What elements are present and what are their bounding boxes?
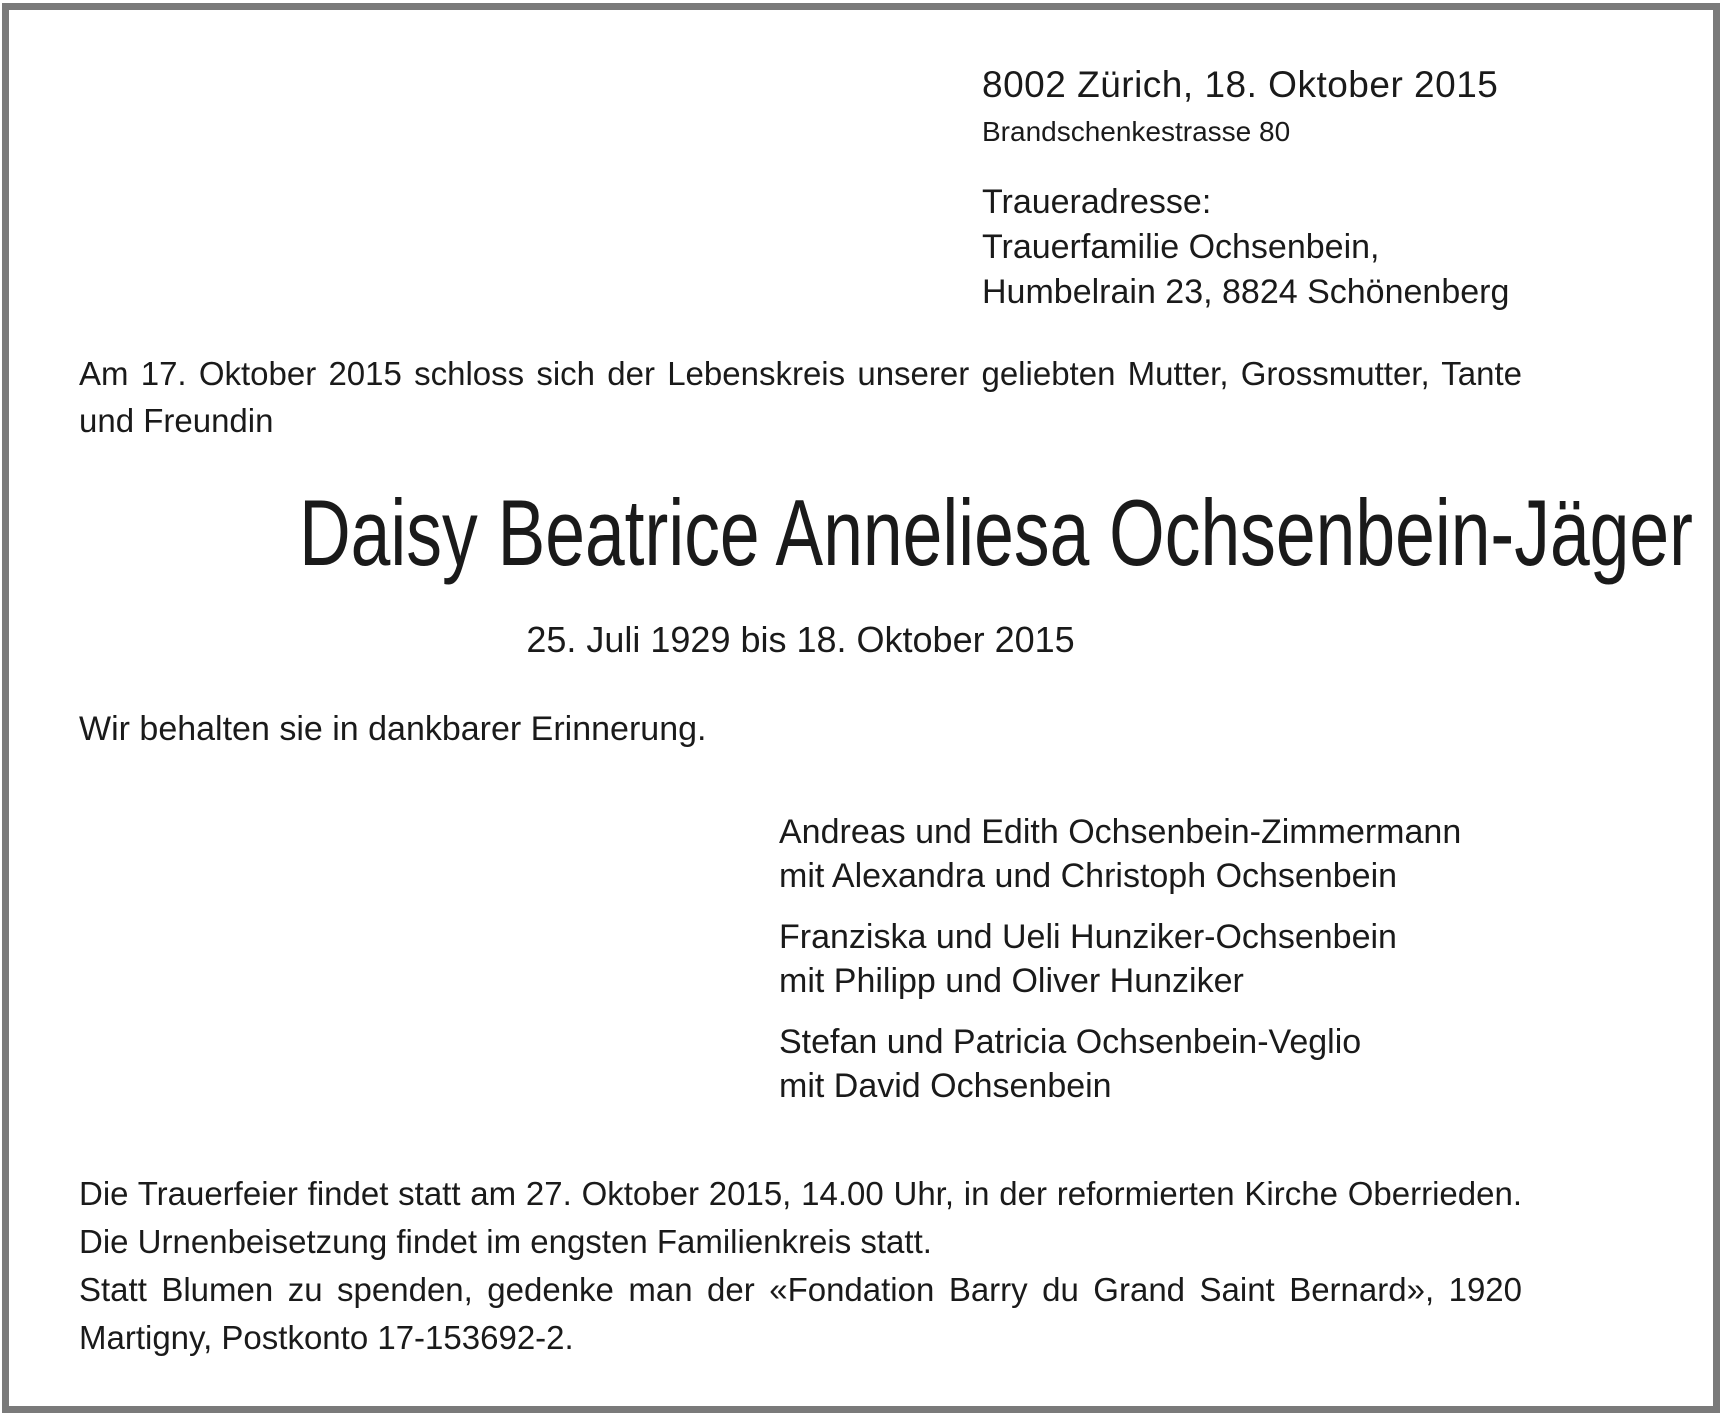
mourning-address-street: Humbelrain 23, 8824 Schönenberg — [982, 273, 1510, 311]
mourning-address-label: Traueradresse: — [982, 183, 1212, 221]
footer-block — [79, 1170, 1522, 1362]
deceased-name: Daisy Beatrice Anneliesa Ochsenbein-Jäger — [299, 480, 1693, 585]
deceased-name-row — [79, 468, 1693, 598]
notice-content — [79, 20, 1693, 1410]
intro-paragraph: Am 17. Oktober 2015 schloss sich der Lebenskreis unserer geliebten Mutter, Grossmutter, Tante und Freundin — [79, 355, 1522, 439]
mourning-address-family: Trauerfamilie Ochsenbein, — [982, 228, 1380, 266]
donation-info: Statt Blumen zu spenden, gedenke man der «Fondation Barry du Grand Saint Bernard», 1920 Martigny, Postkonto 17-153692-2. — [79, 1271, 1522, 1356]
place-date-line: 8002 Zürich, 18. Oktober 2015 — [982, 64, 1499, 105]
mourner-children: mit Philipp und Oliver Hunziker — [779, 962, 1244, 1000]
mourner-group — [779, 915, 1461, 1003]
mourner-couple: Andreas und Edith Ochsenbein-Zimmermann — [779, 813, 1462, 851]
mourner-children: mit Alexandra und Christoph Ochsenbein — [779, 857, 1398, 895]
remembrance-line: Wir behalten sie in dankbarer Erinnerung. — [79, 710, 707, 748]
page-border-frame — [2, 3, 1720, 1413]
mourner-group — [779, 810, 1461, 898]
mourner-group — [779, 1020, 1461, 1108]
life-dates: 25. Juli 1929 bis 18. Oktober 2015 — [526, 619, 1075, 660]
mourning-address — [982, 180, 1509, 315]
mourner-couple: Franziska und Ueli Hunziker-Ochsenbein — [779, 918, 1397, 956]
address-block — [982, 62, 1509, 315]
mourner-children: mit David Ochsenbein — [779, 1067, 1112, 1105]
mourner-couple: Stefan und Patricia Ochsenbein-Veglio — [779, 1023, 1362, 1061]
funeral-info: Die Trauerfeier findet statt am 27. Oktober 2015, 14.00 Uhr, in der reformierten Kirche Oberrieden. Die Urnenbeisetzung findet im engsten Familienkreis statt. — [79, 1175, 1522, 1260]
mourners-list — [779, 810, 1461, 1125]
sender-address: Brandschenkestrasse 80 — [982, 116, 1291, 147]
